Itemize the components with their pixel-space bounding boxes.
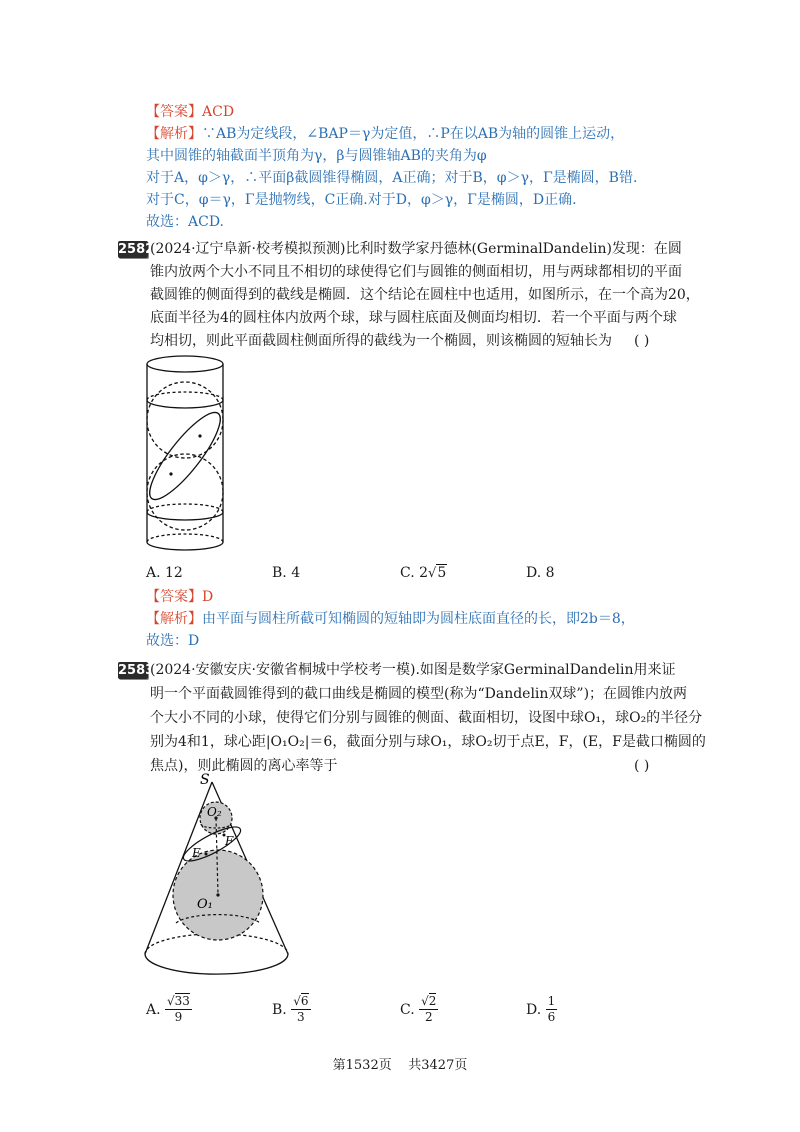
q2582-analysis-line-2: 故选：D [146,633,200,649]
denominator: 3 [297,1010,305,1024]
answer-value: ACD [202,104,235,120]
q2582-text-line-1: (2024·辽宁阜新·校考模拟预测)比利时数学家丹德林(GerminalDandelin)发现：在圆 [150,241,682,257]
cone-dandelin-figure [140,768,300,990]
q2582-answer-blank: ( ) [634,333,650,349]
radicand: 33 [174,994,190,1008]
label-s: S [200,772,210,788]
radicand: 6 [300,994,309,1008]
option-label: C. [400,1001,415,1018]
q2581-analysis-line-4: 对于C，φ＝γ，Γ是抛物线，C正确.对于D，φ＞γ，Γ是椭圆，D正确. [146,192,577,208]
cylinder-dandelin-figure [140,352,230,557]
analysis-text: ∵AB为定线段，∠BAP＝γ为定值，∴P在以AB为轴的圆锥上运动， [202,126,625,142]
q2582-answer [146,587,213,607]
option-c-radicand: 5 [437,565,447,581]
q2581-answer [146,102,234,122]
option-label: B. [272,1001,287,1018]
analysis-label: 【解析】 [146,611,202,627]
label-o2: O₂ [207,805,222,819]
fraction [291,994,310,1025]
denominator: 2 [424,1010,433,1024]
denominator: 9 [174,1010,183,1024]
denominator: 6 [547,1010,556,1024]
numerator: 1 [547,994,556,1008]
sqrt-icon: √ [167,994,175,1008]
analysis-text: 由平面与圆柱所截可知椭圆的短轴即为圆柱底面直径的长，即2b＝8， [202,611,635,627]
q2583-text-line-3: 个大小不同的小球，使得它们分别与圆锥的侧面、截面相切，设图中球O₁，球O₂的半径分 [150,710,703,726]
q2582-option-d: D. 8 [526,565,555,581]
q2581-analysis-line-1 [146,124,624,144]
q2581-analysis-line-2: 其中圆锥的轴截面半顶角为γ，β与圆锥轴AB的夹角为φ [146,148,487,164]
question-number-2583: 2583 [118,663,155,678]
q2583-option-b [272,994,311,1025]
label-o1: O₁ [197,897,213,912]
numerator [165,994,192,1010]
answer-value: D [202,589,214,605]
option-label: A. [146,1001,161,1018]
sqrt-icon: √ [421,994,429,1008]
option-label: D. [526,1001,542,1018]
q2583-option-c [400,994,438,1025]
q2582-text-line-4: 底面半径为4的圆柱体内放两个球，球与圆柱底面及侧面均相切．若一个平面与两个球 [150,310,677,326]
sqrt-icon: √ [428,566,437,581]
q2582-analysis-line-1 [146,609,635,629]
numerator [291,994,310,1010]
q2583-answer-blank: ( ) [634,758,650,774]
q2582-option-b: B. 4 [272,565,301,581]
q2582-option-a: A. 12 [146,565,183,581]
q2583-option-d [526,994,557,1025]
fraction [546,994,558,1025]
q2583-text-line-1: (2024·安徽安庆·安徽省桐城中学校考一模).如图是数学家GerminalDandelin用来证 [150,662,676,678]
numerator [419,994,438,1010]
q2582-text-line-3: 截圆锥的侧面得到的截线是椭圆．这个结论在圆柱中也适用，如图所示，在一个高为20， [150,287,700,303]
label-f: F [225,834,234,848]
fraction [419,994,438,1025]
q2582-text-line-2: 锥内放两个大小不同且不相切的球使得它们与圆锥的侧面相切，用与两球都相切的平面 [150,264,682,280]
question-number-2582: 2582 [118,242,155,257]
q2581-analysis-line-5: 故选：ACD. [146,214,224,230]
q2583-text-line-2: 明一个平面截圆锥得到的截口曲线是椭圆的模型(称为“Dandelin双球”)；在圆锥内放两 [150,686,688,702]
q2582-text-line-5: 均相切，则此平面截圆柱侧面所得的截线为一个椭圆，则该椭圆的短轴长为 [150,333,612,349]
fraction [165,994,192,1025]
q2582-option-c [400,563,447,584]
label-e: E [192,846,201,860]
radicand: 2 [428,994,437,1008]
answer-label: 【答案】 [146,104,202,120]
q2583-option-a [146,994,192,1025]
q2583-text-line-4: 别为4和1，球心距|O₁O₂|＝6，截面分别与球O₁，球O₂切于点E，F，(E，F是截口椭圆的 [150,734,706,750]
answer-label: 【答案】 [146,589,202,605]
total-pages: 共3427页 [408,1058,468,1073]
option-c-coefficient: C. 2 [400,565,429,581]
q2581-analysis-line-3: 对于A，φ＞γ，∴平面β截圆锥得椭圆，A正确；对于B，φ＞γ，Γ是椭圆，B错. [146,170,638,186]
sqrt-icon: √ [293,994,301,1008]
analysis-label: 【解析】 [146,126,202,142]
page-number: 第1532页 [332,1058,392,1073]
page-footer [0,1054,800,1073]
q2583-text-line-5: 焦点)，则此椭圆的离心率等于 [150,758,338,774]
